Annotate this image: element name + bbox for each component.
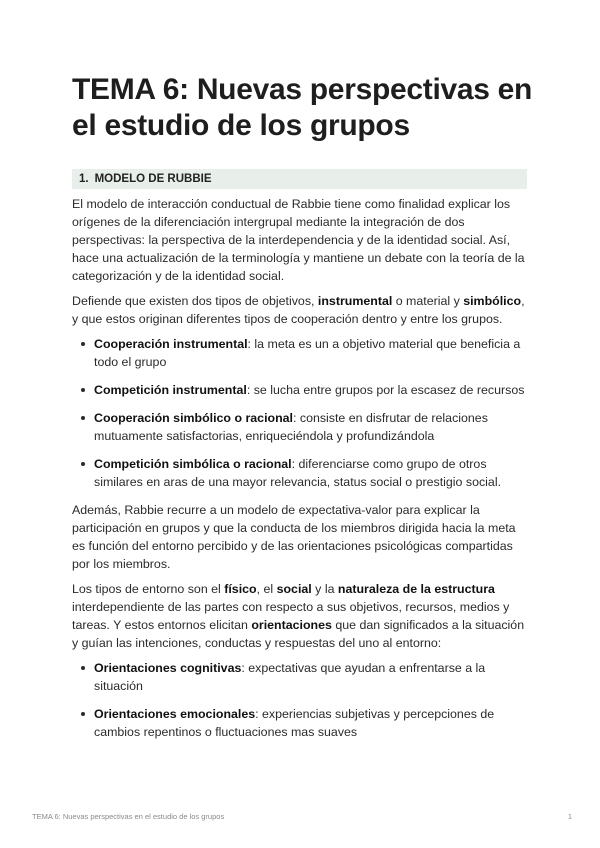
list-item: [94, 659, 532, 695]
text: interdependiente de las partes con respecto a sus objetivos, recursos, medios y tareas. Y estos entornos elicitan: [72, 600, 510, 632]
page-number: 1: [567, 812, 572, 821]
text: y la: [311, 582, 338, 596]
bold-term: simbólico: [463, 294, 522, 308]
list-term: Orientaciones cognitivas: [94, 661, 242, 675]
page-footer: [32, 812, 572, 821]
text: , el: [256, 582, 277, 596]
list-item: [94, 335, 532, 371]
paragraph-environments: [72, 580, 532, 652]
list-desc: : consiste en disfrutar de relaciones mutuamente satisfactorias, enriqueciéndola y profundizándola: [94, 411, 488, 443]
bold-term: social: [276, 582, 312, 596]
list-item: [94, 705, 532, 741]
list-item: [94, 381, 532, 399]
text: , y que estos originan diferentes tipos de cooperación dentro y entre los grupos.: [72, 294, 525, 326]
section-heading: [72, 169, 527, 189]
section-title: MODELO DE RUBBIE: [94, 173, 212, 185]
text: o material y: [392, 294, 464, 308]
list-item: [94, 455, 532, 491]
paragraph-intro: El modelo de interacción conductual de Rabbie tiene como finalidad explicar los orígenes de la diferenciación intergrupal mediante la integración de dos perspectivas: la perspectiva de la interdependencia y de la identidad social. Así, hace una actualización de la terminología y mantiene un debate con la teoría de la categorización y de la identidad social.: [72, 197, 525, 283]
list-item: [94, 409, 532, 445]
list-term: Competición instrumental: [94, 383, 247, 397]
section-number: 1.: [79, 173, 89, 185]
list-term: Orientaciones emocionales: [94, 707, 256, 721]
list-desc: : expectativas que ayudan a enfrentarse a la situación: [94, 661, 486, 693]
text: Defiende que existen dos tipos de objetivos,: [72, 294, 318, 308]
orientation-list: [72, 659, 532, 741]
list-term: Competición simbólica o racional: [94, 457, 292, 471]
bold-term: físico: [224, 582, 257, 596]
text: que dan significados a la situación y guían las intenciones, conductas y respuestas del uno al entorno:: [72, 618, 525, 650]
bold-term: instrumental: [317, 294, 393, 308]
cooperation-list: [72, 335, 532, 491]
page-title: TEMA 6: Nuevas perspectivas en el estudio de los grupos: [72, 73, 533, 142]
list-desc: : diferenciarse como grupo de otros similares en aras de una mayor relevancia, status social o prestigio social.: [94, 457, 502, 489]
list-term: Cooperación simbólico o racional: [94, 411, 293, 425]
list-desc: : la meta es un a objetivo material que beneficia a todo el grupo: [94, 337, 521, 369]
footer-text: TEMA 6: Nuevas perspectivas en el estudio de los grupos: [32, 812, 225, 821]
bold-term: orientaciones: [251, 618, 332, 632]
paragraph-objectives: [72, 292, 532, 328]
list-desc: : se lucha entre grupos por la escasez de recursos: [246, 383, 525, 397]
bold-term: naturaleza de la estructura: [337, 582, 495, 596]
list-term: Cooperación instrumental: [94, 337, 248, 351]
document-body: [72, 195, 532, 751]
text: Los tipos de entorno son el: [72, 582, 225, 596]
list-desc: : experiencias subjetivas y percepciones de cambios repentinos o fluctuaciones mas suaves: [94, 707, 495, 739]
paragraph-expectancy: Además, Rabbie recurre a un modelo de expectativa-valor para explicar la participación en grupos y que la conducta de los miembros dirigida hacia la meta es función del entorno percibido y de las orientaciones psicológicas compartidas por los miembros.: [72, 503, 516, 571]
